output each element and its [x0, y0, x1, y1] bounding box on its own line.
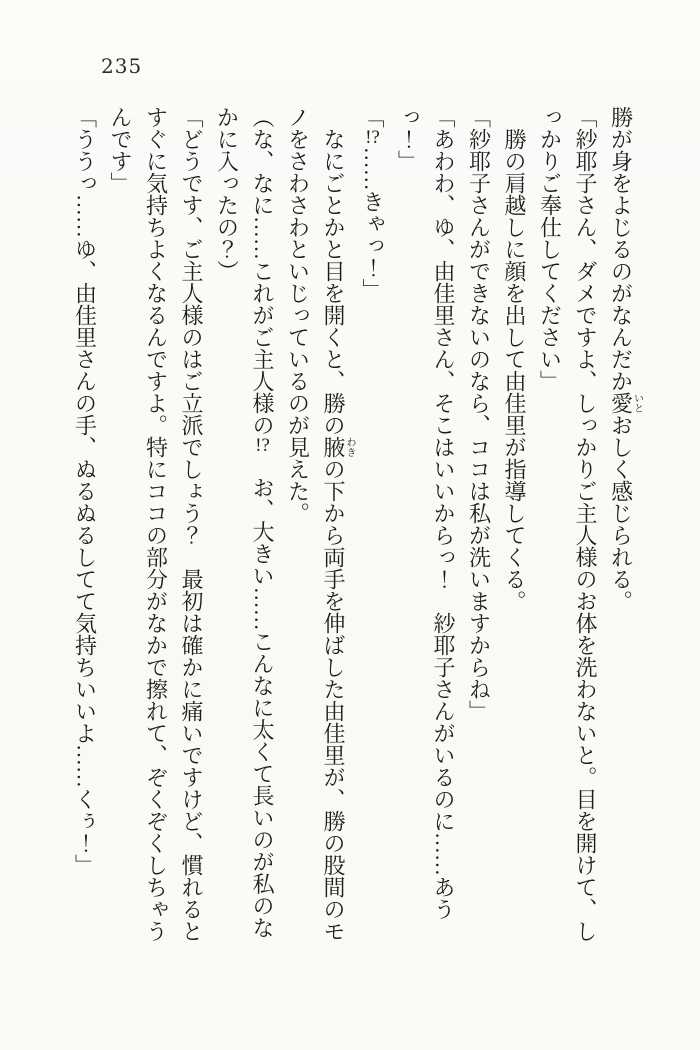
tatechuyoko-exclamation-question: !?	[365, 128, 380, 147]
paragraph-2: 「紗耶子さん、ダメですよ、しっかりご主人様のお体を洗わないと。目を開けて、しっかりご奉仕してください」	[537, 106, 598, 942]
paragraph-6: 「!?……きゃっ！」	[360, 106, 385, 301]
vertical-text-block	[67, 106, 642, 946]
paragraph-3: 勝の肩越しに顔を出して由佳里が指導してくる。	[502, 128, 527, 612]
tatechuyoko-exclamation-question: !?	[255, 436, 270, 455]
paragraph-8: （な、なに……これがご主人様の!? お、大きい……こんなに太くて長いのが私のなかに入ったの？）	[214, 106, 275, 939]
paragraph-4: 「紗耶子さんができないのなら、ココは私が洗いますからね」	[466, 106, 492, 722]
paragraph-9: 「どうです、ご主人様のはご立派でしょう？ 最初は確かに痛いですけど、慣れるとすぐに気持ちよくなるんですよ。特にココの部分がなかで擦れて、ぞくぞくしちゃうんです」	[108, 106, 204, 942]
paragraph-1: 勝が身をよじるのがなんだか愛いとおしく感じられる。	[608, 106, 643, 612]
paragraph-10: 「ううっ……ゆ、由佳里さんの手、ぬるぬるしてて気持ちいいよ……くぅ！」	[72, 106, 98, 876]
page-number: 235	[101, 54, 143, 78]
ruby-annotated-kanji: 腋わき	[321, 436, 355, 458]
paragraph-7: なにごとかと目を開くと、勝の腋わきの下から両手を伸ばした由佳里が、勝の股間のモノをさわさわといじっているのが見えた。	[285, 106, 355, 942]
paragraph-5: 「あわわ、ゆ、由佳里さん、そこはいいからっ！ 紗耶子さんがいるのに……あうっ！」	[395, 106, 456, 920]
ruby-annotated-kanji: 愛いと	[608, 392, 643, 414]
